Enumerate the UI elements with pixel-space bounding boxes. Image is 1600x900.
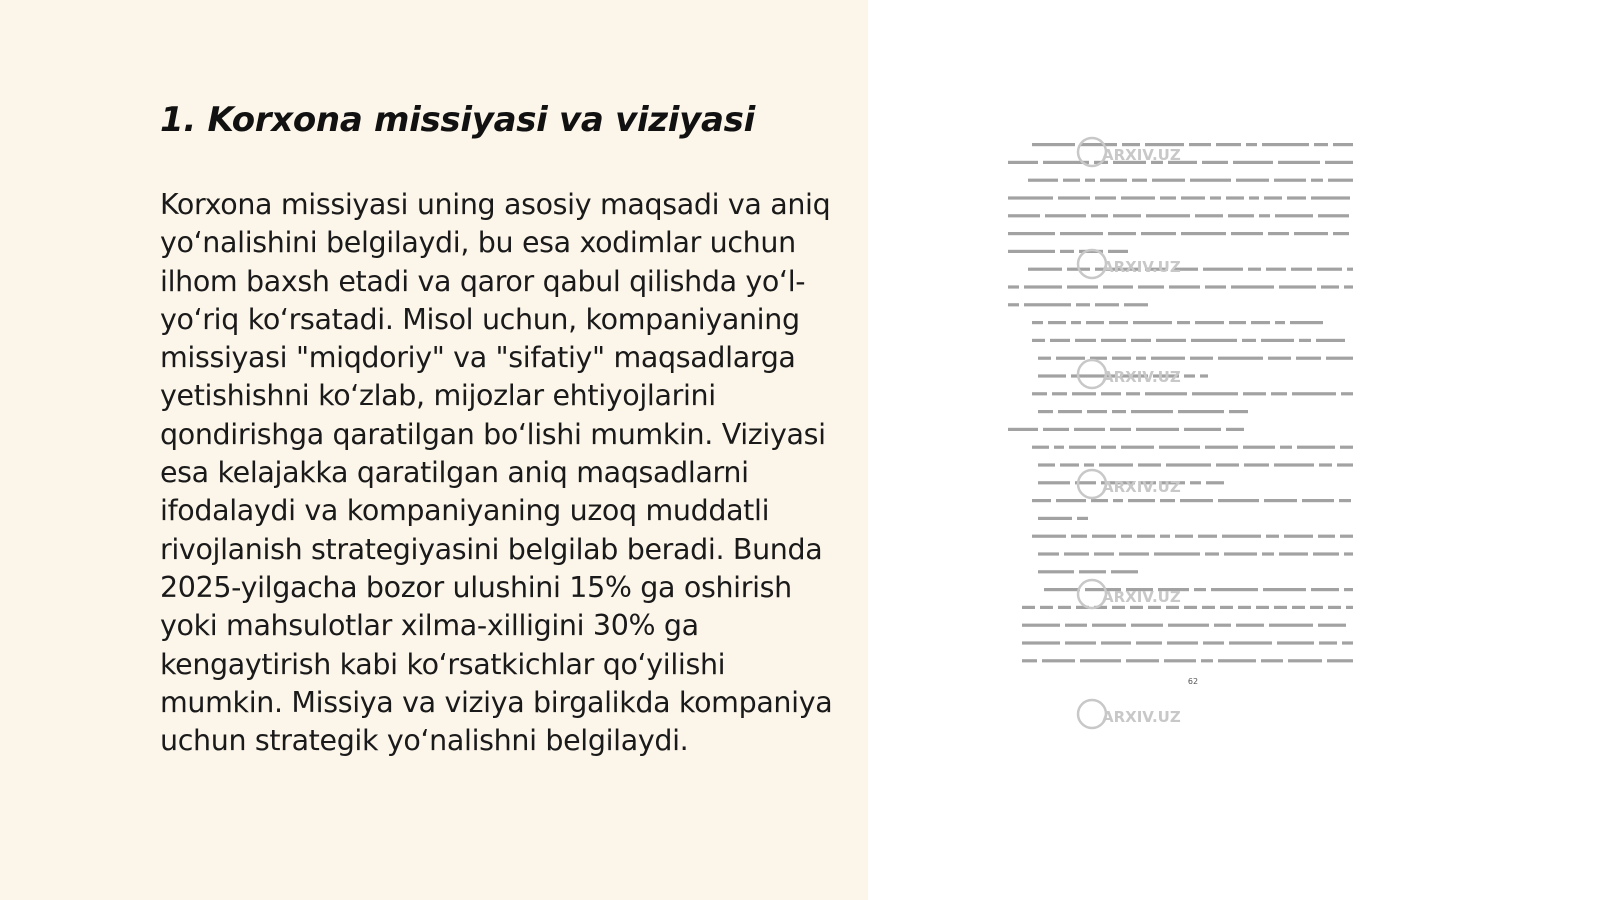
document-text-line [1340, 535, 1353, 538]
document-text-line [1184, 428, 1221, 431]
document-text-line [1156, 339, 1186, 342]
document-text-line [1181, 232, 1226, 235]
document-text-line [1113, 214, 1141, 217]
document-text-line [1167, 641, 1198, 644]
document-text-line [1022, 624, 1060, 627]
document-text-line [1101, 446, 1116, 449]
document-text-line [1261, 339, 1294, 342]
slide-title: 1. Korxona missiyasi va viziyasi [160, 100, 755, 140]
document-text-line [1072, 392, 1096, 395]
document-text-line [1060, 232, 1103, 235]
document-text-line [1231, 285, 1274, 288]
document-text-line [1184, 374, 1195, 377]
document-text-line [1190, 179, 1231, 182]
document-text-line [1008, 232, 1055, 235]
document-text-line [1279, 285, 1316, 288]
document-text-line [1101, 392, 1121, 395]
document-text-line [1191, 339, 1237, 342]
document-text-line [1216, 143, 1241, 146]
document-page-image [1008, 130, 1378, 740]
document-text-line [1038, 374, 1066, 377]
document-text-line [1008, 303, 1019, 306]
document-text-line [1218, 499, 1259, 502]
document-text-line [1008, 428, 1038, 431]
document-text-line [1333, 232, 1349, 235]
document-text-line [1091, 214, 1108, 217]
document-text-line [1319, 463, 1332, 466]
document-text-line [1024, 285, 1062, 288]
document-text-line [1128, 499, 1155, 502]
document-text-line [1141, 232, 1176, 235]
document-text-line [1121, 535, 1132, 538]
document-text-line [1222, 535, 1261, 538]
document-text-line [1069, 446, 1096, 449]
document-text-line [1201, 659, 1213, 662]
document-text-line [1076, 303, 1090, 306]
watermark-text: ARXIV.UZ [1102, 708, 1181, 726]
document-text-line [1032, 321, 1043, 324]
document-text-line [1094, 552, 1114, 555]
document-text-line [1119, 552, 1149, 555]
document-text-line [1159, 446, 1200, 449]
document-text-line [1131, 624, 1163, 627]
document-text-line [1347, 268, 1353, 271]
document-text-line [1131, 339, 1151, 342]
document-text-line [1251, 321, 1270, 324]
document-text-line [1246, 143, 1257, 146]
document-text-line [1202, 606, 1215, 609]
document-text-line [1152, 179, 1185, 182]
document-text-line [1275, 321, 1285, 324]
document-text-line [1344, 552, 1353, 555]
document-text-line [1075, 339, 1096, 342]
slide-body-text: Korxona missiyasi uning asosiy maqsadi va aniq yo‘nalishini belgilaydi, bu esa xodimlar uchun ilhom baxsh etadi va qaror qabul qilishda yo‘l-yo‘riq ko‘rsatadi. Misol uchun, kompaniyaning missiyasi "miqdoriy" va "sifatiy" maqsadlarga yetishishni ko‘zlab, mijozlar ehtiyojlarini qondirishga qaratilgan bo‘lishi mumkin. Viziyasi esa kelajakka qaratilgan aniq maqsadlarni ifodalaydi va kompaniyaning uzoq muddatli rivojlanish strategiyasini belgilab beradi. Bunda 2025-yilgacha bozor ulushini 15% ga oshirish yoki mahsulotlar xilma-xilligini 30% ga kengaytirish kabi ko‘rsatkichlar qo‘yilishi mumkin. Missiya va viziya birgalikda kompaniya uchun strategik yo‘nalishni belgilaydi. [160, 188, 833, 758]
document-text-line [1112, 410, 1126, 413]
document-text-line [1038, 570, 1074, 573]
document-text-line [1160, 499, 1175, 502]
document-text-line [1310, 606, 1323, 609]
document-text-line [1210, 196, 1221, 199]
document-text-line [1160, 196, 1176, 199]
document-text-line [1032, 535, 1066, 538]
document-text-line [1112, 357, 1131, 360]
document-text-line [1263, 588, 1306, 591]
document-text-line [1164, 659, 1196, 662]
document-text-line [1136, 641, 1162, 644]
document-text-line [1278, 161, 1320, 164]
document-text-line [1327, 659, 1353, 662]
document-text-line [1087, 410, 1107, 413]
document-text-line [1160, 535, 1170, 538]
document-text-line [1056, 357, 1085, 360]
document-text-line [1205, 446, 1238, 449]
document-text-line [1146, 214, 1190, 217]
document-text-line [1038, 357, 1051, 360]
document-text-line [1271, 392, 1287, 395]
document-text-line [1194, 588, 1206, 591]
watermark-text: ARXIV.UZ [1102, 146, 1181, 164]
document-text-line [1086, 321, 1104, 324]
document-text-line [1190, 481, 1201, 484]
document-text-line [1203, 641, 1224, 644]
document-text-line [1110, 428, 1131, 431]
document-text-line [1008, 214, 1040, 217]
document-text-line [1085, 179, 1095, 182]
document-text-line [1038, 463, 1055, 466]
document-text-line [1042, 659, 1075, 662]
document-text-line [1248, 268, 1261, 271]
document-text-line [1333, 143, 1353, 146]
document-text-line [1339, 499, 1351, 502]
document-text-line [1326, 357, 1353, 360]
document-text-line [1216, 463, 1239, 466]
document-text-line [1180, 499, 1213, 502]
document-text-line [1226, 196, 1244, 199]
document-text-line [1340, 446, 1353, 449]
document-text-line [1136, 428, 1179, 431]
document-text-line [1325, 161, 1353, 164]
document-text-line [1264, 196, 1282, 199]
document-text-line [1130, 606, 1143, 609]
document-text-line [1032, 339, 1045, 342]
watermark-text: ARXIV.UZ [1102, 258, 1181, 276]
document-text-line [1299, 339, 1311, 342]
document-text-line [1060, 463, 1079, 466]
document-text-line [1229, 410, 1248, 413]
document-text-line [1151, 357, 1185, 360]
document-text-line [1092, 535, 1116, 538]
document-text-line [1297, 446, 1335, 449]
document-text-line [1291, 268, 1312, 271]
document-text-line [1269, 624, 1313, 627]
document-text-line [1275, 214, 1313, 217]
document-text-line [1071, 321, 1081, 324]
document-text-line [1077, 517, 1088, 520]
document-text-line [1328, 606, 1341, 609]
document-text-line [1166, 463, 1211, 466]
document-text-line [1244, 463, 1269, 466]
document-text-line [1268, 357, 1291, 360]
document-text-line [1022, 659, 1037, 662]
document-text-line [1238, 606, 1251, 609]
document-text-line [1032, 143, 1075, 146]
document-text-line [1184, 606, 1197, 609]
watermark-text: ARXIV.UZ [1102, 478, 1181, 496]
document-text-line [1264, 499, 1297, 502]
document-text-line [1249, 196, 1259, 199]
document-text-line [1065, 641, 1096, 644]
document-text-line [1038, 552, 1059, 555]
document-text-line [1290, 321, 1323, 324]
document-text-line [1206, 481, 1224, 484]
document-text-line [1181, 196, 1205, 199]
document-text-line [1328, 179, 1353, 182]
document-text-line [1092, 624, 1126, 627]
document-text-line [1101, 339, 1126, 342]
document-text-line [1224, 552, 1257, 555]
document-text-line [1008, 161, 1038, 164]
document-text-line [1242, 339, 1256, 342]
document-text-line [1024, 303, 1071, 306]
document-text-line [1287, 196, 1306, 199]
document-text-line [1113, 499, 1123, 502]
document-text-line [1132, 179, 1147, 182]
document-text-line [1229, 641, 1272, 644]
document-text-line [1133, 321, 1172, 324]
document-text-line [1095, 196, 1116, 199]
document-text-line [1108, 250, 1128, 253]
document-text-line [1121, 446, 1154, 449]
document-text-line [1318, 214, 1349, 217]
document-text-line [1112, 606, 1125, 609]
document-text-line [1071, 535, 1087, 538]
document-text-line [1022, 641, 1060, 644]
document-text-line [1321, 285, 1339, 288]
document-text-line [1302, 499, 1334, 502]
document-text-line [1195, 321, 1224, 324]
document-text-line [1101, 641, 1131, 644]
document-text-line [1341, 392, 1353, 395]
document-text-line [1202, 161, 1228, 164]
document-text-line [1063, 179, 1080, 182]
document-text-line [1148, 606, 1161, 609]
document-text-line [1056, 499, 1086, 502]
document-text-line [1175, 535, 1193, 538]
document-text-line [1008, 196, 1053, 199]
document-text-line [1138, 285, 1164, 288]
document-text-line [1040, 606, 1053, 609]
document-text-line [1337, 463, 1353, 466]
document-text-line [1103, 285, 1133, 288]
document-text-line [1259, 214, 1270, 217]
document-text-line [1344, 588, 1353, 591]
document-text-line [1050, 339, 1070, 342]
document-text-line [1064, 552, 1089, 555]
document-text-line [1136, 357, 1146, 360]
document-text-line [1231, 232, 1263, 235]
document-text-line [1346, 606, 1353, 609]
document-text-line [1311, 196, 1350, 199]
document-text-line [1313, 552, 1339, 555]
document-text-line [1316, 339, 1345, 342]
document-text-lines [1008, 143, 1353, 662]
document-text-line [1268, 232, 1289, 235]
document-text-line [1344, 285, 1353, 288]
document-text-line [1067, 285, 1098, 288]
document-text-line [1043, 428, 1069, 431]
document-text-line [1080, 659, 1121, 662]
document-text-line [1111, 570, 1138, 573]
document-text-line [1288, 659, 1322, 662]
document-text-line [1032, 499, 1051, 502]
document-text-line [1292, 606, 1305, 609]
document-text-line [1108, 232, 1136, 235]
document-text-line [1292, 392, 1336, 395]
document-text-line [1038, 481, 1070, 484]
document-text-line [1294, 232, 1328, 235]
document-text-line [1311, 179, 1323, 182]
document-text-line [1126, 659, 1159, 662]
document-text-line [1218, 659, 1256, 662]
document-text-line [1220, 606, 1233, 609]
document-text-line [1218, 357, 1263, 360]
document-text-line [1236, 179, 1269, 182]
document-text-line [1074, 428, 1105, 431]
document-text-line [1145, 392, 1187, 395]
document-text-line [1200, 374, 1208, 377]
document-text-line [1318, 624, 1346, 627]
document-text-line [1028, 179, 1058, 182]
document-text-line [1038, 410, 1053, 413]
document-text-line [1226, 428, 1244, 431]
document-text-line [1060, 250, 1074, 253]
document-text-line [1168, 624, 1209, 627]
document-text-line [1058, 606, 1071, 609]
document-text-line [1091, 499, 1108, 502]
document-text-line [1318, 535, 1335, 538]
document-text-line [1266, 535, 1279, 538]
watermark-text: ARXIV.UZ [1102, 588, 1181, 606]
document-text-line [1279, 552, 1308, 555]
document-text-line [1052, 392, 1067, 395]
document-text-line [1177, 321, 1190, 324]
document-text-line [1124, 303, 1148, 306]
document-text-line [1203, 268, 1243, 271]
document-text-line [1243, 446, 1275, 449]
document-page-number: 62 [1187, 677, 1199, 686]
document-text-line [1126, 392, 1140, 395]
document-text-line [1109, 321, 1128, 324]
document-text-line [1274, 463, 1314, 466]
document-text-line [1266, 268, 1286, 271]
document-text-line [1065, 624, 1087, 627]
document-text-line [1044, 588, 1080, 591]
document-text-line [1192, 392, 1238, 395]
document-text-line [1058, 410, 1082, 413]
document-text-line [1032, 392, 1047, 395]
document-text-line [1261, 659, 1283, 662]
document-text-line [1205, 552, 1219, 555]
document-text-line [1317, 268, 1342, 271]
document-text-line [1229, 321, 1246, 324]
document-text-line [1228, 214, 1254, 217]
document-text-line [1314, 143, 1328, 146]
document-text-line [1243, 392, 1266, 395]
document-text-line [1131, 410, 1173, 413]
document-text-line [1284, 535, 1313, 538]
document-text-line [1022, 606, 1035, 609]
document-text-line [1008, 250, 1055, 253]
document-text-line [1038, 517, 1072, 520]
document-text-line [1138, 463, 1161, 466]
document-text-line [1054, 446, 1064, 449]
document-text-line [1008, 285, 1019, 288]
document-text-line [1058, 196, 1090, 199]
document-text-line [1205, 285, 1226, 288]
document-text-line [1099, 463, 1133, 466]
document-text-line [1262, 143, 1309, 146]
document-text-line [1195, 214, 1223, 217]
document-text-line [1100, 179, 1127, 182]
document-text-line [1342, 641, 1353, 644]
document-text-line [1154, 552, 1200, 555]
document-text-line [1169, 285, 1200, 288]
document-text-line [1274, 179, 1306, 182]
document-text-line [1277, 641, 1314, 644]
document-text-line [1214, 624, 1231, 627]
document-text-line [1274, 606, 1287, 609]
watermark-group [1078, 138, 1181, 728]
document-text-line [1137, 535, 1155, 538]
document-text-line [1236, 624, 1264, 627]
document-text-line [1028, 268, 1062, 271]
document-text-line [1262, 552, 1274, 555]
watermark-text: ARXIV.UZ [1102, 368, 1181, 386]
document-text-line [1296, 357, 1321, 360]
document-text-line [1190, 357, 1213, 360]
document-text-line [1178, 410, 1224, 413]
document-text-line [1032, 446, 1049, 449]
document-text-line [1198, 535, 1217, 538]
document-text-line [1045, 214, 1086, 217]
document-text-line [1166, 606, 1179, 609]
document-text-line [1280, 446, 1292, 449]
document-text-line [1095, 303, 1119, 306]
document-text-line [1121, 196, 1155, 199]
document-text-line [1256, 606, 1269, 609]
document-text-line [1079, 570, 1106, 573]
document-text-line [1189, 143, 1211, 146]
document-text-line [1211, 588, 1258, 591]
document-text-line [1319, 641, 1337, 644]
document-text-line [1048, 321, 1066, 324]
document-text-line [1084, 463, 1094, 466]
image-panel [868, 0, 1600, 900]
document-text-line [1311, 588, 1339, 591]
document-text-line [1233, 161, 1273, 164]
